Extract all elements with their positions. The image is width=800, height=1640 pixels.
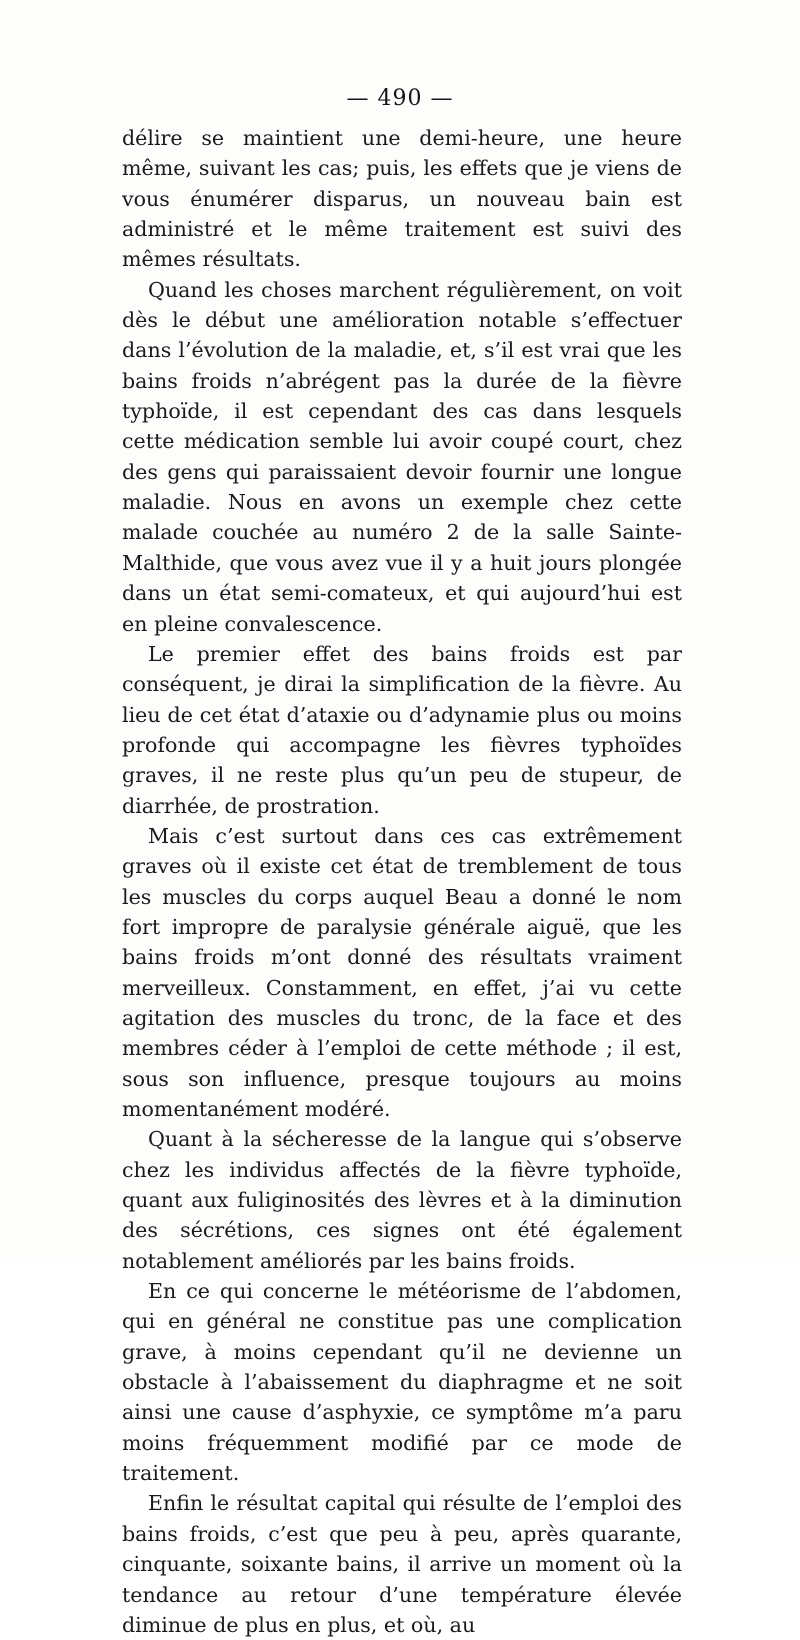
paragraph-tongue-dryness: Quant à la sécheresse de la langue qui s’observe chez les individus affectés de la fièvre typhoïde, quant aux fuliginosités des lèvres et à la diminution des sécrétions, ces signes ont été également notablement améliorés par les bains froids. <box>122 1127 682 1273</box>
body-text <box>122 123 682 1640</box>
paragraph-meteorism: En ce qui concerne le météorisme de l’abdomen, qui en général ne constitue pas une complication grave, à moins cependant qu’il ne devienne un obstacle à l’abaissement du diaphragme et ne soit ainsi une cause d’asphyxie, ce symptôme m’a paru moins fréquemment modifié par ce mode de traitement. <box>122 1279 682 1486</box>
paragraph-capital-result: Enfin le résultat capital qui résulte de l’emploi des bains froids, c’est que peu à peu, après quarante, cinquante, soixante bains, il arrive un moment où la tendance au retour d’une température élevée diminue de plus en plus, et où, au <box>122 1491 682 1637</box>
paragraph-tremor: Mais c’est surtout dans ces cas extrêmement graves où il existe cet état de tremblement de tous les muscles du corps auquel Beau a donné le nom fort impropre de paralysie générale aiguë, que les bains froids m’ont donné des résultats vraiment merveilleux. Constamment, en effet, j’ai vu cette agitation des muscles du tronc, de la face et des membres céder à l’emploi de cette méthode ; il est, sous son influence, presque toujours au moins momentanément modéré. <box>122 823 682 1121</box>
page-number: — 490 — <box>346 86 454 111</box>
paragraph-evolution: Quand les choses marchent régulièrement, on voit dès le début une amélioration notable s’effectuer dans l’évolution de la maladie, et, s’il est vrai que les bains froids n’abrégent pas la durée de la fièvre typhoïde, il est cependant des cas dans lesquels cette médication semble lui avoir coupé court, chez des gens qui paraissaient devoir fournir une longue maladie. Nous en avons un exemple chez cette malade couchée au numéro 2 de la salle Sainte-Malthide, que vous avez vue il y a huit jours plongée dans un état semi-comateux, et qui aujourd’hui est en pleine convalescence. <box>122 277 682 636</box>
paragraph-continuation: délire se maintient une demi-heure, une heure même, suivant les cas; puis, les effets que je viens de vous énumérer disparus, un nouveau bain est administré et le même traitement est suivi des mêmes résultats. <box>122 126 682 272</box>
paragraph-first-effect: Le premier effet des bains froids est par conséquent, je dirai la simplification de la fièvre. Au lieu de cet état d’ataxie ou d’adynamie plus ou moins profonde qui accompagne les fièvres typhoïdes graves, il ne reste plus qu’un peu de stupeur, de diarrhée, de prostration. <box>122 641 682 818</box>
